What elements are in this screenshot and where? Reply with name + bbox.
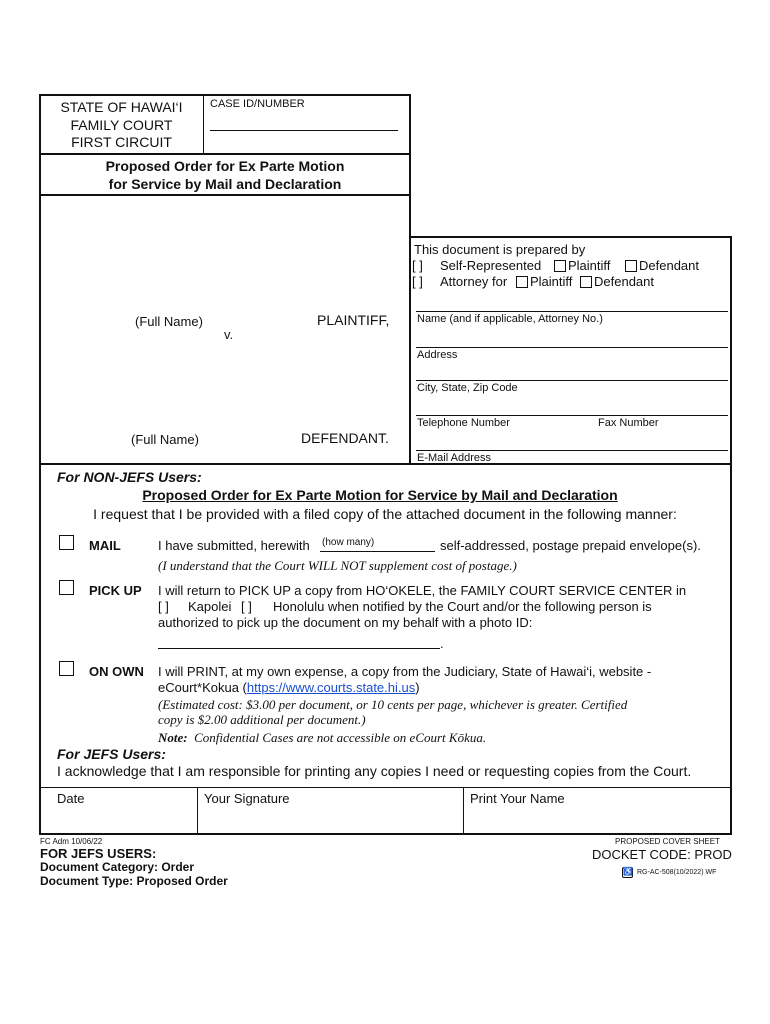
attorney-plaintiff-checkbox[interactable]	[516, 276, 528, 288]
signature-divider-2	[463, 787, 464, 834]
defendant-label: DEFENDANT.	[301, 430, 389, 446]
self-rep-plaintiff-checkbox[interactable]	[554, 260, 566, 272]
telephone-field[interactable]	[416, 415, 728, 416]
court-name-line1: STATE OF HAWAI‘I	[60, 99, 183, 115]
estimate-line2: copy is $2.00 additional per document.)	[158, 712, 366, 727]
docket-code: DOCKET CODE: PROD	[592, 847, 732, 862]
on-own-checkbox[interactable]	[59, 661, 74, 676]
on-own-line1: I will PRINT, at my own expense, a copy from the Judiciary, State of Hawai‘i, website -	[158, 664, 652, 679]
mail-label: MAIL	[89, 538, 121, 553]
estimate-line1: (Estimated cost: $3.00 per document, or 10 cents per page, whichever is greater. Certified	[158, 697, 628, 712]
self-rep-bracket[interactable]: [ ]	[412, 258, 423, 273]
self-rep-plaintiff-label: Plaintiff	[568, 258, 611, 273]
plaintiff-label: PLAINTIFF,	[317, 312, 390, 328]
attorney-bracket[interactable]: [ ]	[412, 274, 423, 289]
date-field[interactable]	[42, 808, 195, 832]
ecourt-prefix: eCourt*Kokua (	[158, 680, 247, 695]
non-jefs-heading: For NON-JEFS Users:	[57, 469, 202, 485]
defendant-full-name-label: (Full Name)	[131, 432, 199, 447]
case-id-label: CASE ID/NUMBER	[210, 98, 305, 110]
pickup-line3: authorized to pick up the document on my behalf with a photo ID:	[158, 615, 533, 630]
request-text: I request that I be provided with a filed copy of the attached document in the following manner:	[93, 506, 677, 522]
preparer-top-border	[409, 236, 732, 238]
pickup-label: PICK UP	[89, 583, 142, 598]
how-many-field[interactable]	[320, 551, 435, 552]
jefs-heading: For JEFS Users:	[57, 746, 166, 762]
date-label: Date	[57, 791, 85, 806]
versus-label: v.	[224, 327, 234, 342]
court-name-line3: FIRST CIRCUIT	[71, 134, 172, 150]
plaintiff-full-name-label: (Full Name)	[135, 314, 203, 329]
signature-label: Your Signature	[204, 791, 290, 806]
header-divider	[203, 95, 204, 153]
self-rep-defendant-checkbox[interactable]	[625, 260, 637, 272]
header-underline	[40, 153, 410, 155]
case-id-field[interactable]	[210, 130, 398, 131]
courts-website-link[interactable]: https://www.courts.state.hi.us	[246, 680, 416, 695]
authorized-period: .	[440, 636, 444, 651]
signature-field[interactable]	[200, 808, 461, 832]
cover-sheet-label: PROPOSED COVER SHEET	[615, 837, 720, 846]
ecourt-suffix: )	[415, 680, 420, 695]
form-number: RG-AC-508(10/2022) WF	[637, 869, 717, 876]
kapolei-bracket[interactable]: [ ]	[158, 599, 169, 614]
footer-document-type: Document Type: Proposed Order	[40, 874, 228, 888]
mail-text-before: I have submitted, herewith	[158, 538, 310, 553]
section-title: Proposed Order for Ex Parte Motion for Service by Mail and Declaration	[142, 487, 618, 503]
pickup-line1: I will return to PICK UP a copy from HO‘OKELE, the FAMILY COURT SERVICE CENTER in	[158, 583, 687, 598]
mail-text-after: self-addressed, postage prepaid envelope(s).	[440, 538, 701, 553]
footer-jefs-users: FOR JEFS USERS:	[40, 846, 157, 861]
name-label: Name (and if applicable, Attorney No.)	[417, 313, 603, 325]
fax-label: Fax Number	[598, 417, 659, 429]
honolulu-bracket[interactable]: [ ]	[241, 599, 252, 614]
address-label: Address	[417, 349, 458, 361]
attorney-plaintiff-label: Plaintiff	[530, 274, 573, 289]
mail-postage-note: (I understand that the Court WILL NOT supplement cost of postage.)	[158, 558, 517, 573]
preparer-right-border	[730, 236, 732, 464]
print-name-field[interactable]	[466, 808, 728, 832]
signature-row-top	[40, 787, 730, 788]
email-field[interactable]	[416, 450, 728, 451]
self-rep-defendant-label: Defendant	[639, 258, 699, 273]
city-field[interactable]	[416, 380, 728, 381]
how-many-hint: (how many)	[322, 537, 375, 548]
prepared-by-heading: This document is prepared by	[414, 242, 586, 257]
self-rep-label: Self-Represented	[440, 258, 542, 273]
mail-checkbox[interactable]	[59, 535, 74, 550]
city-label: City, State, Zip Code	[417, 382, 518, 394]
telephone-label: Telephone Number	[417, 417, 510, 429]
court-name-line2: FAMILY COURT	[70, 117, 173, 133]
signature-divider-1	[197, 787, 198, 834]
attorney-label: Attorney for	[440, 274, 508, 289]
confidential-note	[158, 730, 486, 746]
email-label: E-Mail Address	[417, 452, 491, 464]
note-text: Confidential Cases are not accessible on eCourt Kōkua.	[194, 730, 487, 745]
jefs-text: I acknowledge that I am responsible for printing any copies I need or requesting copies from the Court.	[57, 763, 692, 779]
authorized-person-field[interactable]	[158, 648, 440, 649]
on-own-label: ON OWN	[89, 664, 144, 679]
address-field[interactable]	[416, 347, 728, 348]
footer-document-category: Document Category: Order	[40, 860, 195, 874]
on-own-line2	[158, 680, 420, 695]
name-field[interactable]	[416, 311, 728, 312]
attorney-defendant-checkbox[interactable]	[580, 276, 592, 288]
document-title-line1: Proposed Order for Ex Parte Motion	[105, 158, 345, 174]
pickup-checkbox[interactable]	[59, 580, 74, 595]
note-label: Note:	[158, 730, 188, 745]
attorney-defendant-label: Defendant	[594, 274, 654, 289]
print-name-label: Print Your Name	[470, 791, 565, 806]
document-title-line2: for Service by Mail and Declaration	[108, 176, 342, 192]
parties-left-border	[39, 196, 41, 464]
accessibility-icon: ♿	[623, 867, 633, 876]
form-date: FC Adm 10/06/22	[40, 837, 103, 846]
honolulu-text: Honolulu when notified by the Court and/or the following person is	[273, 599, 652, 614]
kapolei-label: Kapolei	[188, 599, 232, 614]
